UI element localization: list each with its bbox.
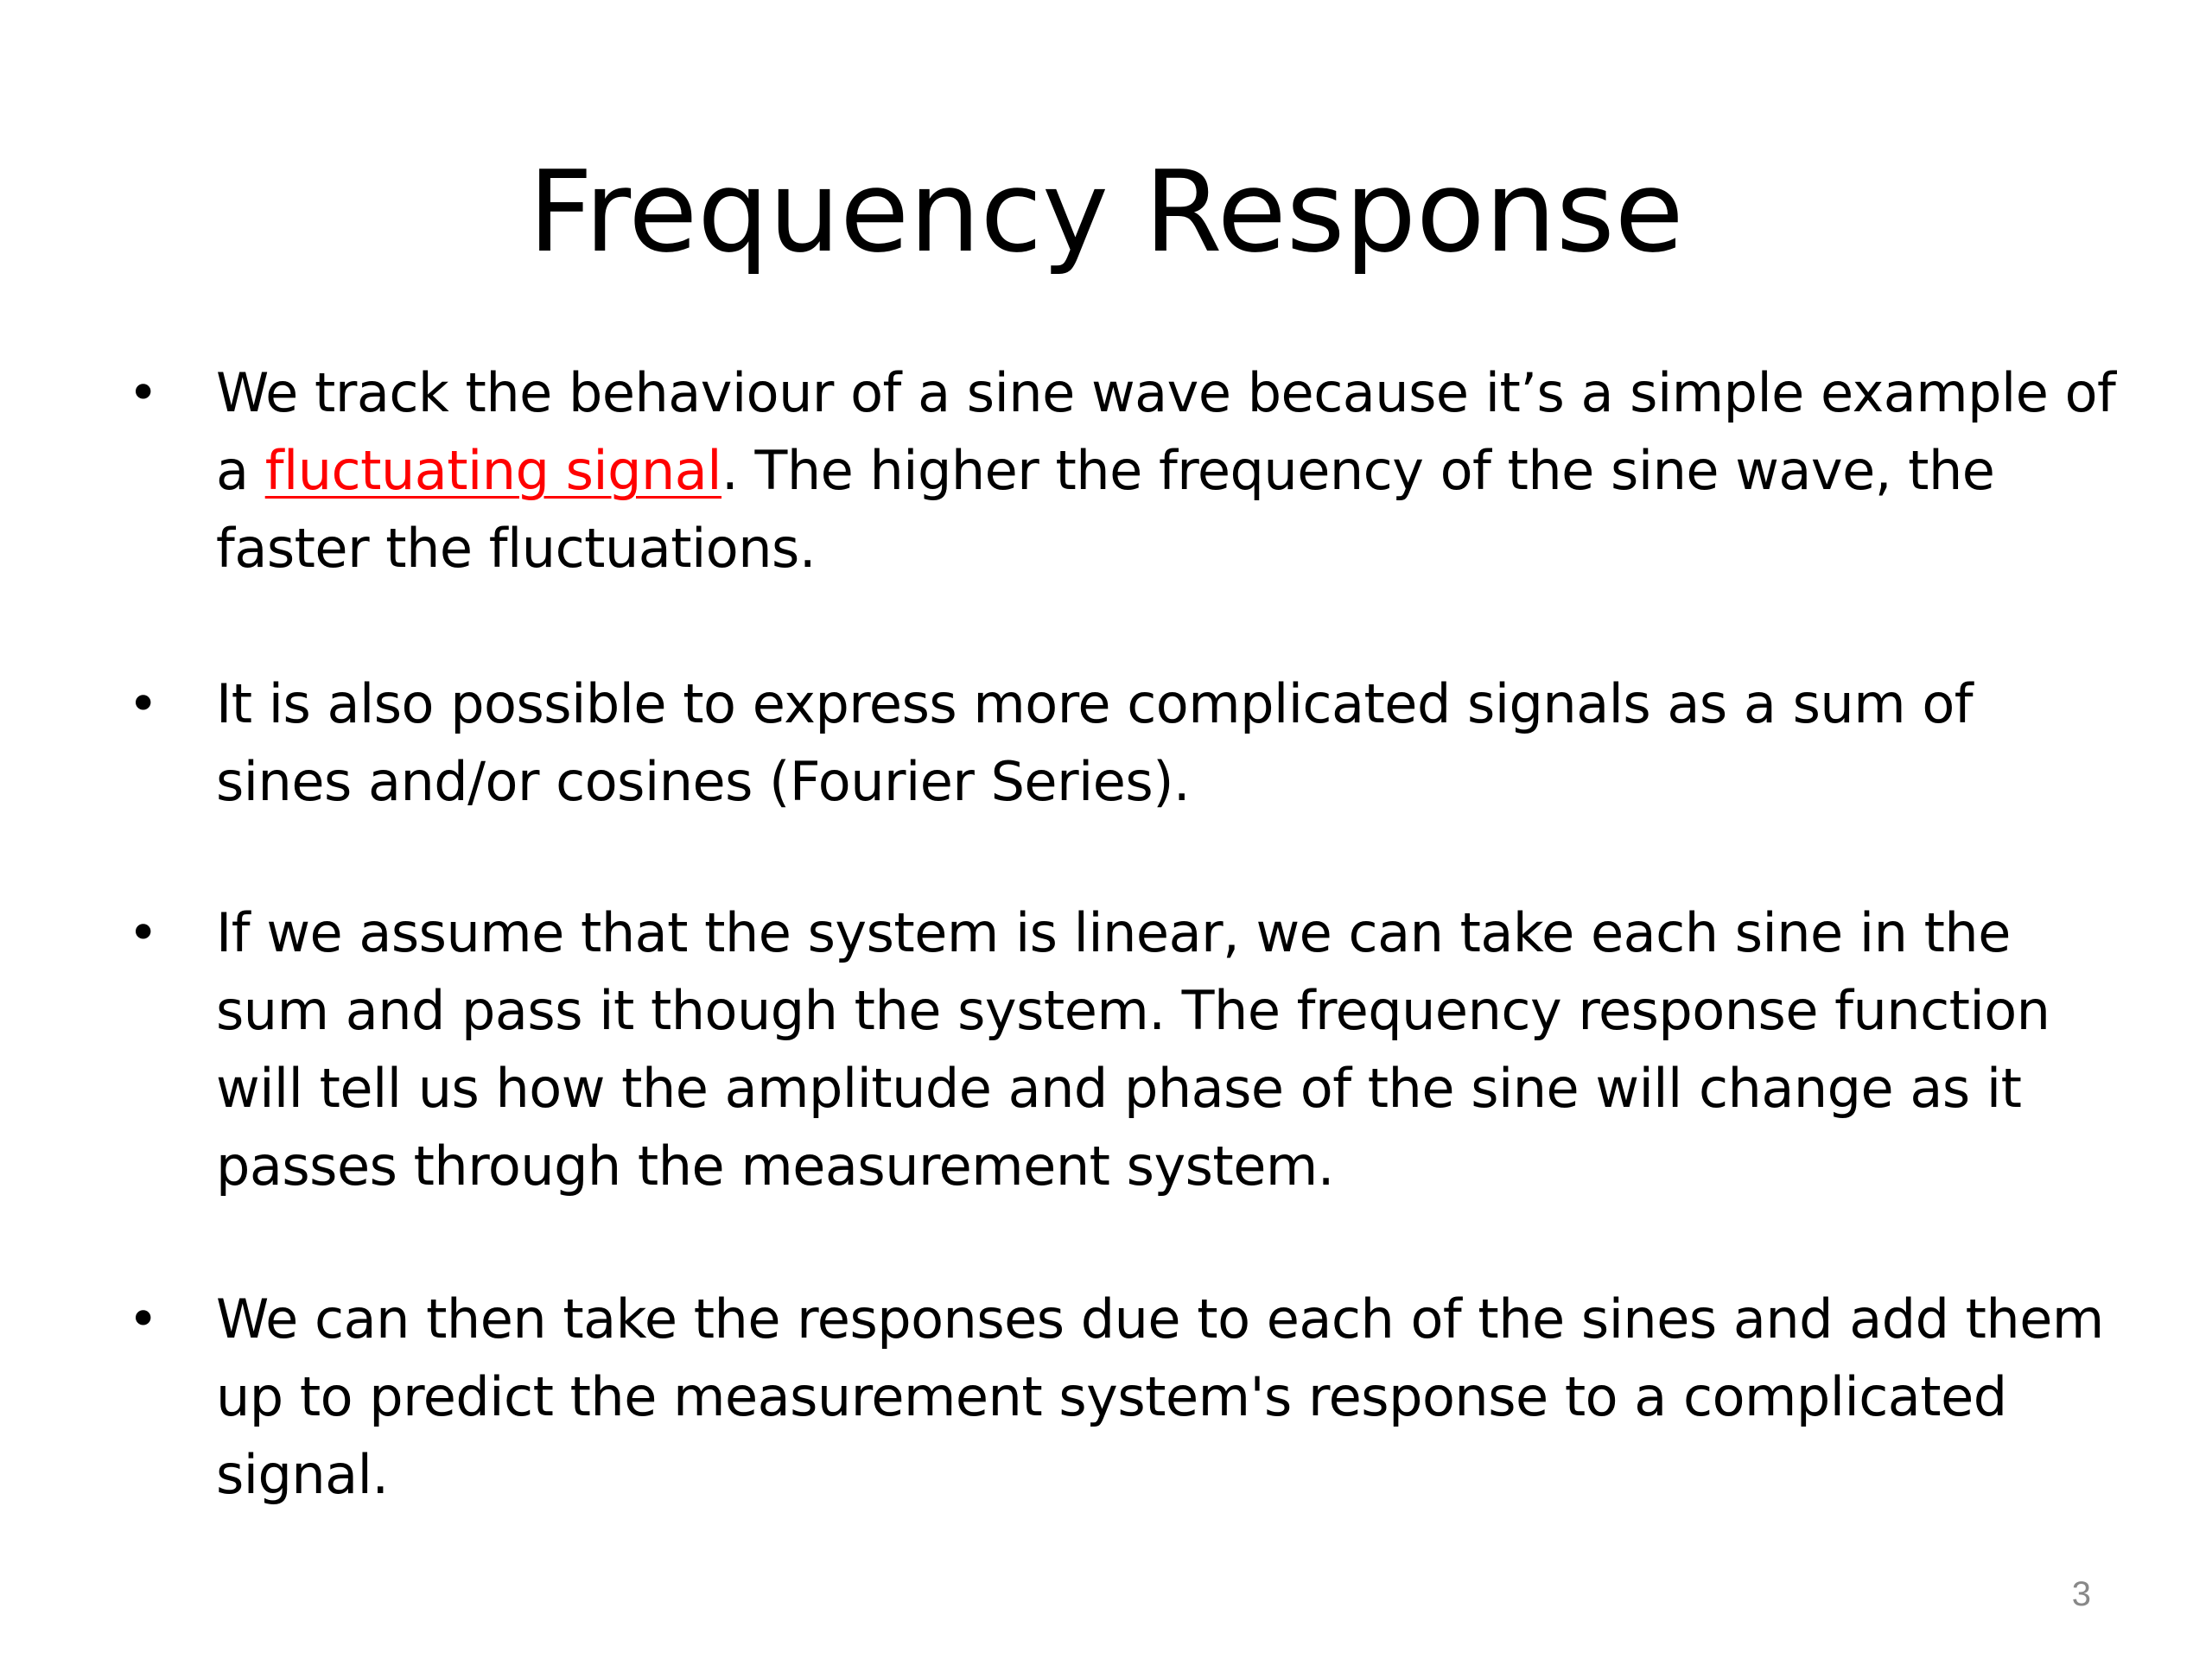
slide-title: Frequency Response bbox=[528, 146, 1684, 277]
bullet-dot-icon: • bbox=[128, 903, 159, 963]
fluctuating-signal-link[interactable]: fluctuating signal bbox=[264, 439, 722, 502]
page-number: 3 bbox=[2071, 1575, 2091, 1613]
bullet-text: If we assume that the system is linear, we can take each sine in the sum and pass it though the system. The frequency response function will tell us how the amplitude and phase of the sine will change as it passes through the measurement system. bbox=[216, 901, 2050, 1198]
bullet-text-before: We track the behaviour of a sine wave because it’s a simple example of a bbox=[216, 361, 2116, 502]
bullet-dot-icon: • bbox=[128, 363, 159, 423]
bullet-dot-icon: • bbox=[128, 674, 159, 734]
bullet-text: We can then take the responses due to each of the sines and add them up to predict the measurement system's response to a complicated signal. bbox=[216, 1287, 2104, 1506]
bullet-text bbox=[216, 354, 2117, 588]
bullet-text-after: . The higher the frequency of the sine wave, the faster the fluctuations. bbox=[216, 439, 1995, 580]
bullet-dot-icon: • bbox=[128, 1289, 159, 1350]
bullet-text: It is also possible to express more complicated signals as a sum of sines and/or cosines (Fourier Series). bbox=[216, 672, 1974, 813]
